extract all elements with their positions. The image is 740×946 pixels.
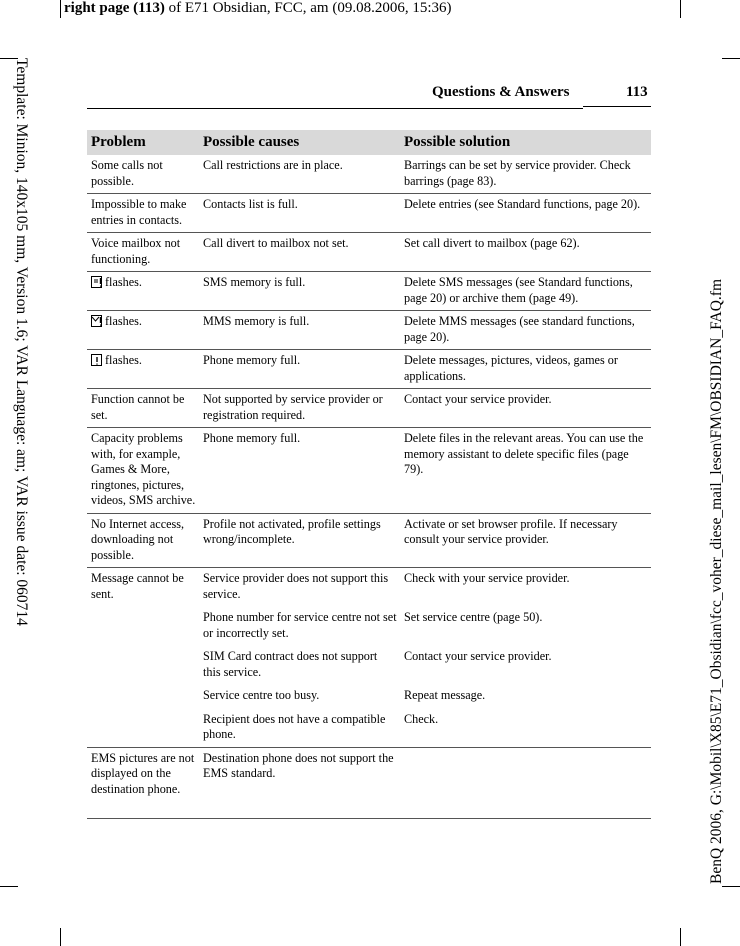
- table-row: [87, 568, 651, 608]
- cause-cell: MMS memory is full.: [199, 311, 400, 350]
- cause-cell: Profile not activated, profile settings wrong/incomplete.: [199, 513, 400, 568]
- faq-table: [87, 130, 651, 819]
- cause-cell: Call restrictions are in place.: [199, 155, 400, 194]
- solution-cell: Check with your service provider.: [404, 571, 570, 585]
- crop-mark: [722, 58, 740, 59]
- problem-cell: Message cannot be sent.: [87, 568, 199, 748]
- column-header-solution: Possible solution: [400, 130, 651, 155]
- cause-cell: Phone memory full.: [199, 428, 400, 514]
- table-row: [87, 389, 651, 428]
- solution-cell: [400, 747, 651, 818]
- solution-cell: Set service centre (page 50).: [404, 610, 543, 624]
- table-row: [87, 350, 651, 389]
- solution-cell: Contact your service provider.: [404, 649, 552, 663]
- column-header-problem: Problem: [87, 130, 199, 155]
- template-info: Template: Minion, 140x105 mm, Version 1.6; VAR Language: am; VAR issue date: 060714: [13, 58, 30, 626]
- cause-cell: Service centre too busy.: [203, 688, 320, 702]
- cause-cell: Service provider does not support this service.: [203, 571, 389, 601]
- solution-cell: Activate or set browser profile. If necessary consult your service provider.: [400, 513, 651, 568]
- cause-cell: Destination phone does not support the EMS standard.: [199, 747, 400, 818]
- problem-cell: Impossible to make entries in contacts.: [87, 194, 199, 233]
- crop-mark: [0, 886, 18, 887]
- problem-cell: Voice mailbox not functioning.: [87, 233, 199, 272]
- table-row: [87, 194, 651, 233]
- cause-cell: Phone memory full.: [199, 350, 400, 389]
- problem-cell: Capacity problems with, for example, Games & More, ringtones, pictures, videos, SMS archive.: [87, 428, 199, 514]
- crop-mark: [60, 928, 61, 946]
- cause-cell: Recipient does not have a compatible phone.: [199, 709, 400, 748]
- solution-cell: Set call divert to mailbox (page 62).: [400, 233, 651, 272]
- page-number: 113: [626, 84, 648, 100]
- table-row: [87, 311, 651, 350]
- cause-cell: SMS memory is full.: [199, 272, 400, 311]
- sms-memory-full-icon: [91, 276, 102, 288]
- crop-mark: [680, 0, 681, 18]
- cause-cell: Not supported by service provider or registration required.: [199, 389, 400, 428]
- table-row: [87, 428, 651, 514]
- crop-mark: [680, 928, 681, 946]
- table-header-row: [87, 130, 651, 155]
- problem-cell: Some calls not possible.: [87, 155, 199, 194]
- solution-cell: Delete MMS messages (see standard functions, page 20).: [400, 311, 651, 350]
- problem-cell: No Internet access, downloading not possible.: [87, 513, 199, 568]
- table-row: [87, 747, 651, 818]
- problem-cell: flashes.: [87, 272, 199, 311]
- solution-cell: Delete files in the relevant areas. You can use the memory assistant to delete specific files (page 79).: [400, 428, 651, 514]
- running-header: right page (113) of E71 Obsidian, FCC, am (09.08.2006, 15:36): [64, 0, 452, 16]
- table-row: [87, 513, 651, 568]
- crop-mark: [60, 0, 61, 18]
- solution-cell: Barrings can be set by service provider. Check barrings (page 83).: [400, 155, 651, 194]
- solution-cell: Contact your service provider.: [400, 389, 651, 428]
- crop-mark: [722, 886, 740, 887]
- problem-cell: flashes.: [87, 350, 199, 389]
- table-row: [87, 272, 651, 311]
- column-header-causes: Possible causes: [199, 130, 400, 155]
- table-row: [87, 155, 651, 194]
- cause-cell: Phone number for service centre not set or incorrectly set.: [203, 610, 397, 640]
- cause-cell: SIM Card contract does not support this service.: [203, 649, 378, 679]
- cause-cell: Contacts list is full.: [199, 194, 400, 233]
- cause-cell: Call divert to mailbox not set.: [199, 233, 400, 272]
- problem-cell: flashes.: [87, 311, 199, 350]
- phone-memory-full-icon: [91, 354, 102, 366]
- page-title: Questions & Answers: [432, 84, 570, 100]
- table-row: [87, 233, 651, 272]
- file-path: BenQ 2006, G:\Mobil\X85\E71_Obsidian\fcc_voher_diese_mail_lesen\FM\OBSIDIAN_FAQ.fm: [708, 278, 725, 884]
- problem-cell: Function cannot be set.: [87, 389, 199, 428]
- solution-cell: Delete messages, pictures, videos, games or applications.: [400, 350, 651, 389]
- solution-cell: Delete entries (see Standard functions, page 20).: [400, 194, 651, 233]
- solution-cell: Repeat message.: [404, 688, 486, 702]
- header-rule: [583, 106, 651, 107]
- problem-cell: EMS pictures are not displayed on the destination phone.: [87, 747, 199, 818]
- solution-cell: Check.: [400, 709, 651, 748]
- header-rule: [87, 108, 583, 109]
- solution-cell: Delete SMS messages (see Standard functions, page 20) or archive them (page 49).: [400, 272, 651, 311]
- mms-memory-full-icon: [91, 315, 102, 327]
